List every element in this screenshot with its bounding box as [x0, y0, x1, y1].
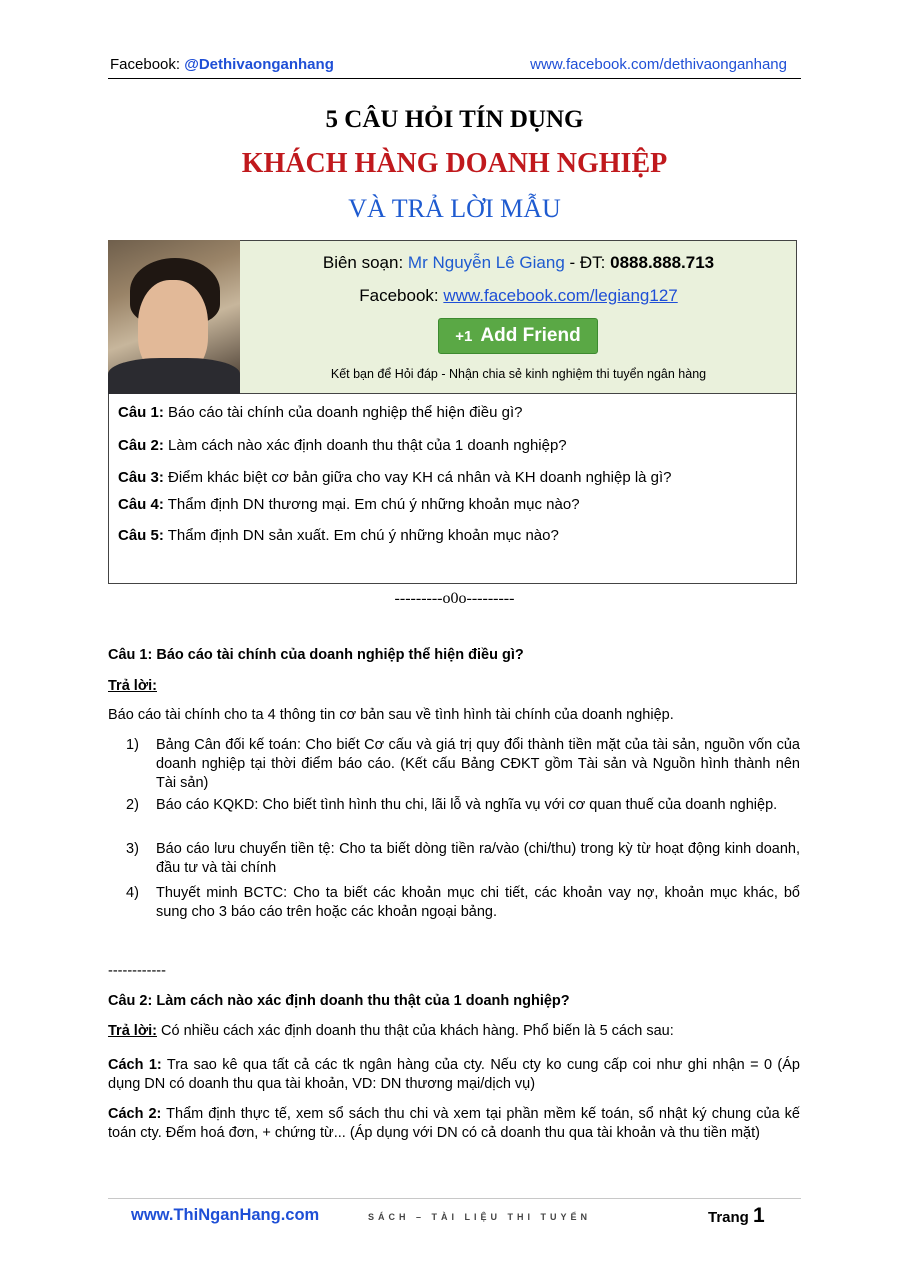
- plus-one-icon: +1: [455, 327, 473, 345]
- author-phone: 0888.888.713: [610, 253, 715, 272]
- footer-rule: [108, 1198, 801, 1199]
- author-credit: [240, 253, 797, 273]
- author-facebook: [240, 286, 797, 306]
- list-item: 1) Bảng Cân đối kế toán: Cho biết Cơ cấu và giá trị quy đổi thành tiền mặt của tài sản, nguồn vốn của doanh nghiệp tại thời điểm báo cáo. (Kết cấu Bảng CĐKT gồm Tài sản và Nguồn hình thành nên Tài sản): [126, 737, 800, 791]
- header-facebook-prefix: Facebook:: [110, 56, 185, 73]
- author-photo: [108, 240, 240, 394]
- add-friend-button[interactable]: [438, 318, 598, 354]
- header-rule: [108, 78, 801, 79]
- list-item: 4) Thuyết minh BCTC: Cho ta biết các khoản mục chi tiết, các khoản vay nợ, khoản mục khác, bổ sung cho 3 báo cáo trên hoặc các khoản ngoại bảng.: [126, 885, 800, 920]
- footer-site-link[interactable]: www.ThiNganHang.com: [131, 1206, 320, 1224]
- section2-way: Cách 2: Thẩm định thực tế, xem sổ sách thu chi và xem tại phần mềm kế toán, sổ nhật ký chung của kế toán cty. Đếm hoá đơn, + chứng từ... (Áp dụng với DN có cả doanh thu qua tài khoản và thu tiền mặt): [108, 1106, 800, 1141]
- header-facebook: [110, 56, 334, 73]
- section1-intro: Báo cáo tài chính cho ta 4 thông tin cơ bản sau về tình hình tài chính của doanh nghiệp.: [108, 707, 674, 723]
- author-prefix: Biên soạn:: [322, 253, 408, 272]
- author-note: Kết bạn để Hỏi đáp - Nhận chia sẻ kinh nghiệm thi tuyển ngân hàng: [330, 367, 707, 381]
- section1-heading: Câu 1: Báo cáo tài chính của doanh nghiệp thể hiện điều gì?: [108, 647, 524, 663]
- question-item: Câu 4: Thẩm định DN thương mại. Em chú ý những khoản mục nào?: [118, 496, 580, 513]
- author-name: Mr Nguyễn Lê Giang: [407, 253, 565, 272]
- footer-tagline: SÁCH – TÀI LIỆU THI TUYỂN: [368, 1212, 592, 1222]
- header-facebook-handle[interactable]: @Dethivaonganhang: [184, 56, 334, 73]
- question-item: Câu 2: Làm cách nào xác định doanh thu thật của 1 doanh nghiệp?: [118, 437, 567, 454]
- section1-answer-label: Trả lời:: [108, 678, 157, 694]
- add-friend-label: Add Friend: [480, 325, 581, 346]
- question-item: Câu 1: Báo cáo tài chính của doanh nghiệp thể hiện điều gì?: [118, 404, 523, 421]
- list-item: 3) Báo cáo lưu chuyển tiền tệ: Cho ta biết dòng tiền ra/vào (chi/thu) trong kỳ từ hoạt động kinh doanh, đầu tư và tài chính: [126, 841, 800, 876]
- question-item: Câu 3: Điểm khác biệt cơ bản giữa cho vay KH cá nhân và KH doanh nghiệp là gì?: [118, 469, 672, 486]
- header-facebook-url[interactable]: www.facebook.com/dethivaonganhang: [530, 56, 787, 73]
- author-facebook-prefix: Facebook:: [359, 286, 444, 305]
- question-list-box: [108, 394, 797, 584]
- page-number: Trang 1: [708, 1204, 765, 1227]
- question-item: Câu 5: Thẩm định DN sản xuất. Em chú ý những khoản mục nào?: [118, 527, 559, 544]
- section2-heading: Câu 2: Làm cách nào xác định doanh thu thật của 1 doanh nghiệp?: [108, 993, 570, 1009]
- author-phone-prefix: - ĐT:: [564, 253, 611, 272]
- title-line-3: VÀ TRẢ LỜI MẪU: [348, 194, 561, 223]
- list-item: 2) Báo cáo KQKD: Cho biết tình hình thu chi, lãi lỗ và nghĩa vụ với cơ quan thuế của doanh nghiệp.: [126, 797, 778, 813]
- title-line-2: KHÁCH HÀNG DOANH NGHIỆP: [241, 148, 668, 179]
- section2-answer: Trả lời: Có nhiều cách xác định doanh thu thật của khách hàng. Phổ biến là 5 cách sau:: [108, 1023, 674, 1039]
- title-line-1: 5 CÂU HỎI TÍN DỤNG: [325, 106, 584, 133]
- separator: ---------o0o---------: [394, 590, 515, 607]
- section2-way: Cách 1: Tra sao kê qua tất cả các tk ngân hàng của cty. Nếu cty ko cung cấp coi như ghi nhận = 0 (Áp dụng DN có doanh thu qua tài khoản, VD: DN thương mại/dịch vụ): [108, 1057, 800, 1092]
- divider: ------------: [108, 963, 166, 979]
- author-facebook-link[interactable]: www.facebook.com/legiang127: [443, 286, 678, 305]
